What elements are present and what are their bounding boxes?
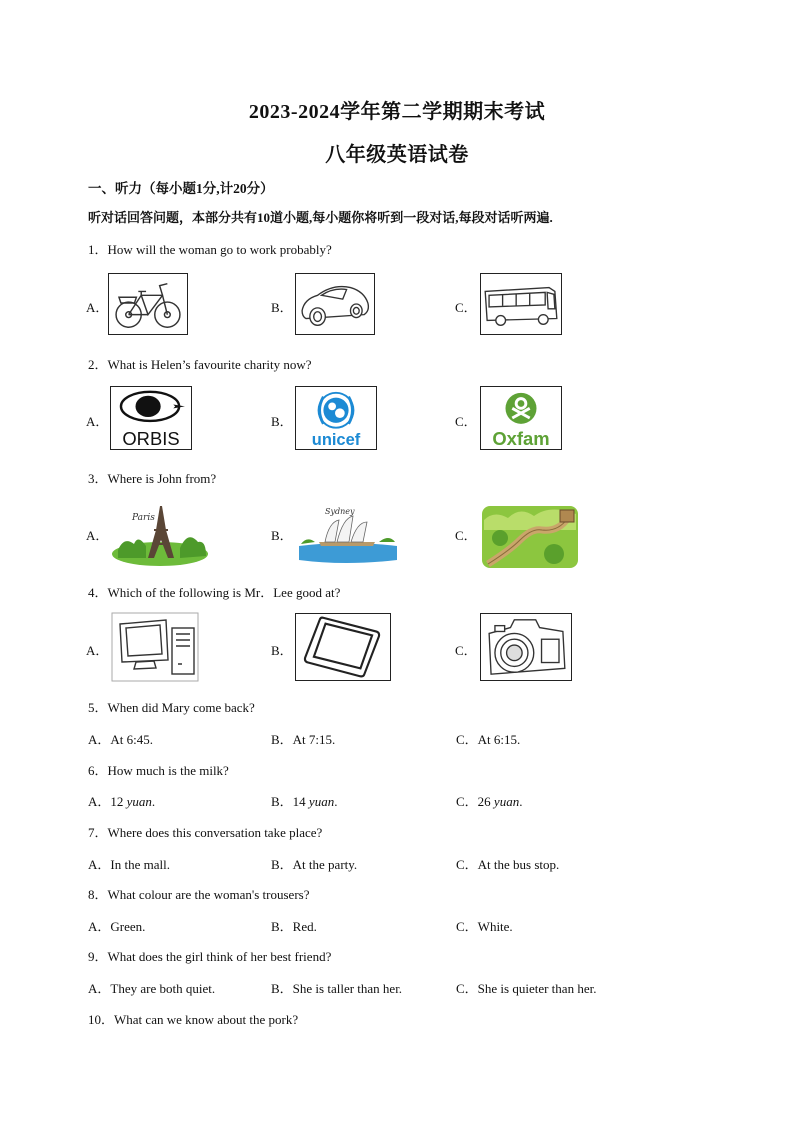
car-image[interactable] <box>295 273 375 335</box>
option-a[interactable]: A．They are both quiet. <box>88 981 216 996</box>
option-c[interactable]: C．26 yuan. <box>456 794 523 809</box>
orbis-logo-text: ORBIS <box>122 428 180 449</box>
oxfam-logo-text: Oxfam <box>492 428 550 449</box>
question-2: 2．What is Helen’s favourite charity now? <box>88 357 312 372</box>
oxfam-logo-image[interactable] <box>480 386 562 450</box>
exam-title: 2023-2024学年第二学期期末考试 <box>248 101 546 123</box>
bicycle-image[interactable] <box>108 273 188 335</box>
option-a[interactable]: A．12 yuan. <box>88 794 156 809</box>
computer-image[interactable] <box>110 612 200 682</box>
question-4: 4．Which of the following is Mr．Lee good at? <box>88 585 341 600</box>
option-letter: B． <box>271 643 293 658</box>
exam-subtitle: 八年级英语试卷 <box>325 144 469 166</box>
question-5: 5．When did Mary come back? <box>88 700 255 715</box>
option-letter: A． <box>86 300 109 315</box>
option-letter: B． <box>271 414 293 429</box>
option-a[interactable]: A．In the mall. <box>88 857 170 872</box>
question-10: 10．What can we know about the pork? <box>88 1012 299 1027</box>
option-letter: B． <box>271 528 293 543</box>
option-b[interactable]: B．At the party. <box>271 857 358 872</box>
option-letter: C． <box>455 414 477 429</box>
instruction: 听对话回答问题，本部分共有10道小题,每小题你将听到一段对话,每段对话听两遍. <box>88 210 553 225</box>
option-letter: C． <box>455 643 477 658</box>
orbis-logo-image[interactable] <box>110 386 192 450</box>
option-b[interactable]: B．14 yuan. <box>271 794 338 809</box>
question-1: 1．How will the woman go to work probably? <box>88 242 332 257</box>
option-letter: A． <box>86 414 109 429</box>
bus-image[interactable] <box>480 273 562 335</box>
option-b[interactable]: B．She is taller than her. <box>271 981 403 996</box>
option-letter: A． <box>86 643 109 658</box>
option-letter: C． <box>455 528 477 543</box>
option-letter: B． <box>271 300 293 315</box>
option-c[interactable]: C．At the bus stop. <box>456 857 560 872</box>
paris-caption: Paris <box>132 513 155 523</box>
question-7: 7．Where does this conversation take place? <box>88 825 323 840</box>
question-9: 9．What does the girl think of her best friend? <box>88 949 332 964</box>
camera-image[interactable] <box>480 613 572 681</box>
option-b[interactable]: B．Red. <box>271 919 317 934</box>
option-letter: A． <box>86 528 109 543</box>
question-3: 3．Where is John from? <box>88 471 217 486</box>
option-a[interactable]: A．Green. <box>88 919 146 934</box>
option-letter: C． <box>455 300 477 315</box>
option-b[interactable]: B．At 7:15. <box>271 732 336 747</box>
great-wall-image[interactable] <box>480 500 580 570</box>
option-c[interactable]: C．White. <box>456 919 513 934</box>
question-8: 8．What colour are the woman's trousers? <box>88 887 310 902</box>
eiffel-tower-image[interactable] <box>110 500 210 568</box>
sydney-caption: Sydney <box>325 507 355 516</box>
option-c[interactable]: C．She is quieter than her. <box>456 981 597 996</box>
option-c[interactable]: C．At 6:15. <box>456 732 521 747</box>
question-6: 6．How much is the milk? <box>88 763 229 778</box>
option-a[interactable]: A．At 6:45. <box>88 732 154 747</box>
section-heading: 一、听力（每小题1分,计20分） <box>88 181 274 196</box>
tablet-image[interactable] <box>295 613 391 681</box>
unicef-logo-text: unicef <box>311 431 361 449</box>
sydney-opera-house-image[interactable] <box>295 500 401 568</box>
unicef-logo-image[interactable] <box>295 386 377 450</box>
